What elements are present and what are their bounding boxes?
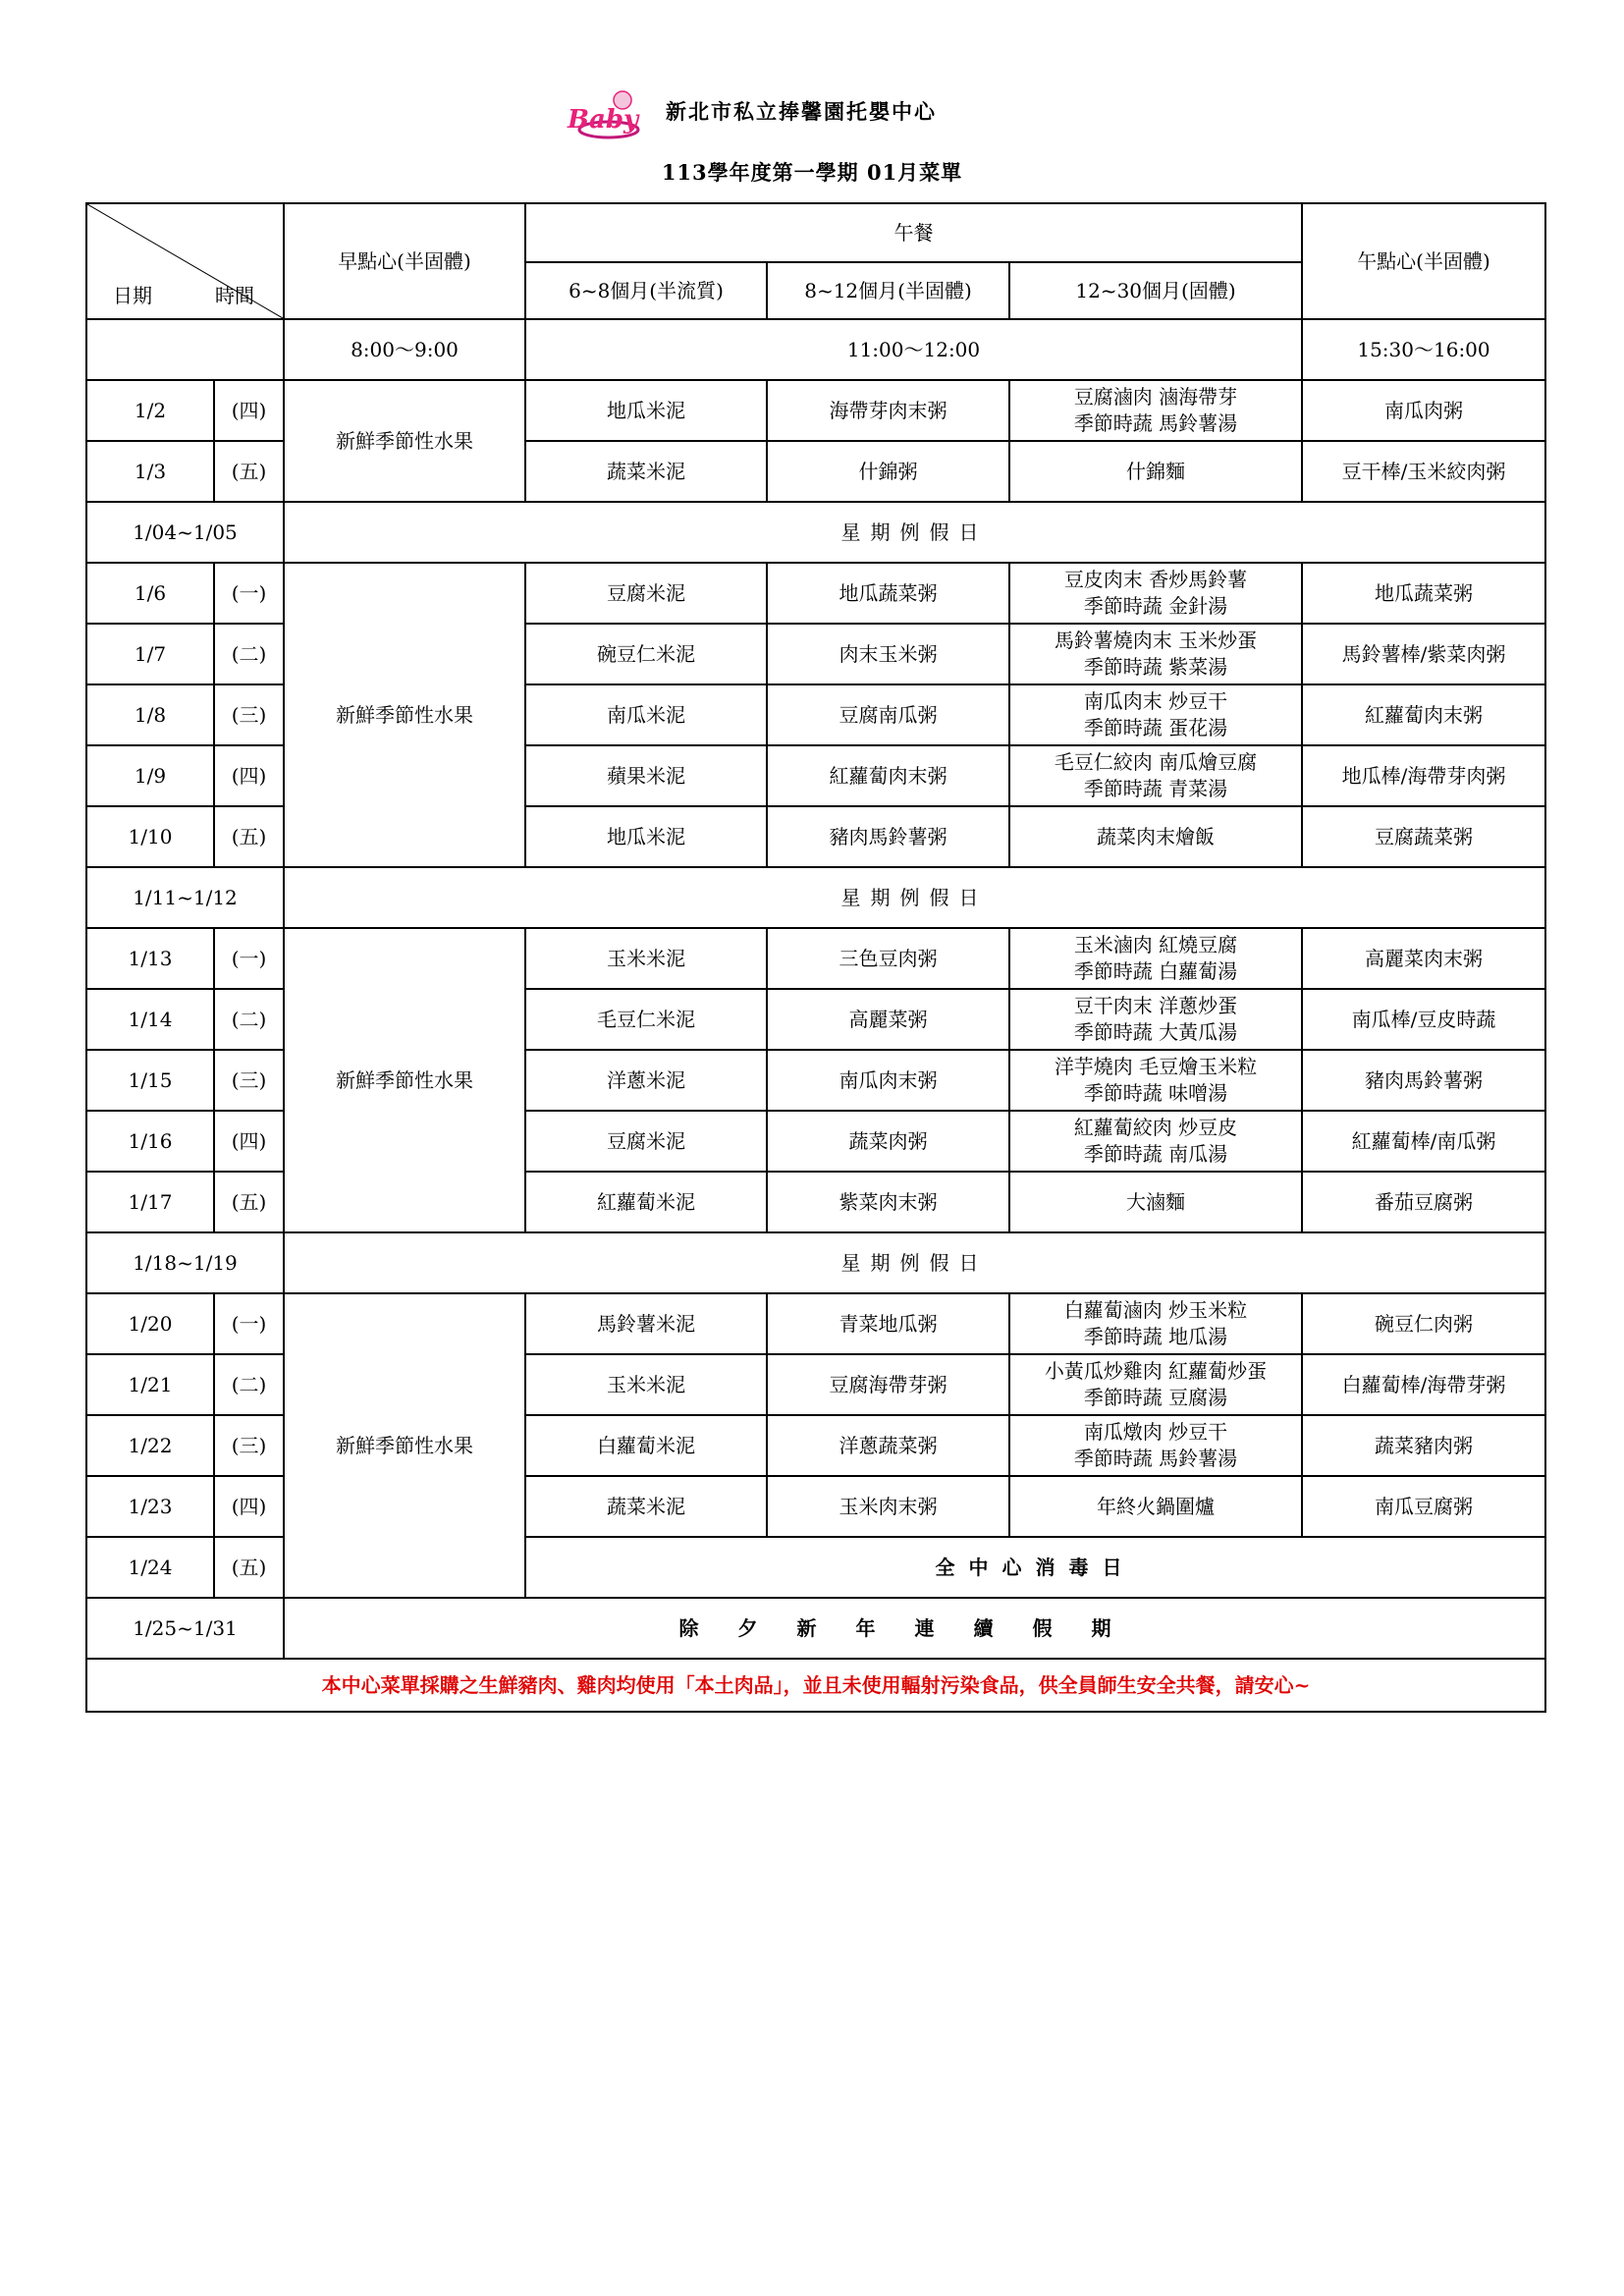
date-cell: 1/14 — [86, 989, 214, 1050]
afternoon-cell: 番茄豆腐粥 — [1302, 1172, 1545, 1232]
lunch-6-8-cell: 玉米米泥 — [525, 928, 767, 989]
weekday-cell: (一) — [214, 563, 284, 624]
table-row — [86, 928, 1545, 989]
lunch-8-12-cell: 海帶芽肉末粥 — [767, 380, 1009, 441]
weekday-cell: (三) — [214, 1415, 284, 1476]
lunch-12-30-cell — [1009, 624, 1302, 684]
date-cell: 1/8 — [86, 684, 214, 745]
lunch-8-12-cell: 三色豆肉粥 — [767, 928, 1009, 989]
lunch-8-12-cell: 肉末玉米粥 — [767, 624, 1009, 684]
weekday-cell: (四) — [214, 1476, 284, 1537]
lunch-6-8-cell: 玉米米泥 — [525, 1354, 767, 1415]
lunch-12-30-cell — [1009, 563, 1302, 624]
lunch-6-8-cell: 地瓜米泥 — [525, 806, 767, 867]
afternoon-cell: 白蘿蔔棒/海帶芽粥 — [1302, 1354, 1545, 1415]
page-header — [0, 86, 1624, 145]
date-cell: 1/2 — [86, 380, 214, 441]
dish-line: 南瓜燉肉 炒豆干 — [1083, 1420, 1228, 1444]
lunch-8-12-header: 8~12個月(半固體) — [767, 262, 1009, 319]
afternoon-cell: 碗豆仁肉粥 — [1302, 1293, 1545, 1354]
weekday-cell: (四) — [214, 1111, 284, 1172]
table-row — [86, 1293, 1545, 1354]
disinfect-cell: 全中心消毒日 — [525, 1537, 1545, 1598]
weekday-cell: (三) — [214, 1050, 284, 1111]
lunch-time: 11:00～12:00 — [525, 319, 1302, 380]
dish-line: 南瓜肉末 炒豆干 — [1083, 689, 1228, 713]
date-cell: 1/10 — [86, 806, 214, 867]
lunch-6-8-cell: 毛豆仁米泥 — [525, 989, 767, 1050]
lunch-8-12-cell: 南瓜肉末粥 — [767, 1050, 1009, 1111]
dish-line: 馬鈴薯燒肉末 玉米炒蛋 — [1054, 629, 1258, 652]
time-header-label: 時間 — [215, 284, 254, 307]
table-row — [86, 502, 1545, 563]
afternoon-cell: 馬鈴薯棒/紫菜肉粥 — [1302, 624, 1545, 684]
weekday-cell: (一) — [214, 928, 284, 989]
lunch-6-8-cell: 白蘿蔔米泥 — [525, 1415, 767, 1476]
dish-line: 毛豆仁絞肉 南瓜燴豆腐 — [1054, 750, 1258, 774]
table-row — [86, 563, 1545, 624]
date-cell: 1/6 — [86, 563, 214, 624]
date-header-label: 日期 — [113, 284, 152, 307]
weekday-cell: (一) — [214, 1293, 284, 1354]
date-cell: 1/21 — [86, 1354, 214, 1415]
dish-line: 季節時蔬 馬鈴薯湯 — [1073, 1447, 1238, 1470]
lunch-8-12-cell: 玉米肉末粥 — [767, 1476, 1009, 1537]
afternoon-cell: 南瓜豆腐粥 — [1302, 1476, 1545, 1537]
dish-line: 季節時蔬 馬鈴薯湯 — [1073, 411, 1238, 435]
weekday-cell: (五) — [214, 441, 284, 502]
afternoon-time: 15:30～16:00 — [1302, 319, 1545, 380]
date-cell: 1/24 — [86, 1537, 214, 1598]
weekday-cell: (五) — [214, 1172, 284, 1232]
weekday-cell: (二) — [214, 989, 284, 1050]
table-row — [86, 1598, 1545, 1659]
date-cell: 1/22 — [86, 1415, 214, 1476]
lunch-6-8-cell: 蔬菜米泥 — [525, 441, 767, 502]
lunch-header: 午餐 — [525, 203, 1302, 262]
lunch-6-8-cell: 地瓜米泥 — [525, 380, 767, 441]
lunch-12-30-cell — [1009, 745, 1302, 806]
lunch-12-30-cell — [1009, 1293, 1302, 1354]
time-row-blank — [86, 319, 284, 380]
date-cell: 1/9 — [86, 745, 214, 806]
weekday-cell: (三) — [214, 684, 284, 745]
date-cell: 1/20 — [86, 1293, 214, 1354]
logo-text: Baby — [568, 105, 639, 135]
breakfast-cell: 新鮮季節性水果 — [284, 928, 525, 1232]
date-cell: 1/11~1/12 — [86, 867, 284, 928]
menu-title: 113學年度第一學期 01月菜單 — [661, 160, 963, 185]
baby-logo — [558, 86, 652, 143]
lunch-8-12-cell: 青菜地瓜粥 — [767, 1293, 1009, 1354]
weekday-cell: (二) — [214, 624, 284, 684]
lunch-12-30-cell: 什錦麵 — [1009, 441, 1302, 502]
lunch-8-12-cell: 蔬菜肉粥 — [767, 1111, 1009, 1172]
date-cell: 1/04~1/05 — [86, 502, 284, 563]
afternoon-cell: 地瓜棒/海帶芽肉粥 — [1302, 745, 1545, 806]
date-cell: 1/15 — [86, 1050, 214, 1111]
footer-note-row — [86, 1659, 1545, 1712]
breakfast-time: 8:00～9:00 — [284, 319, 525, 380]
afternoon-cell: 豆干棒/玉米絞肉粥 — [1302, 441, 1545, 502]
holiday-cell: 星期例假日 — [284, 867, 1545, 928]
date-time-header — [86, 203, 284, 319]
dish-line: 季節時蔬 大黃瓜湯 — [1073, 1020, 1238, 1044]
dish-line: 季節時蔬 紫菜湯 — [1083, 655, 1228, 679]
dish-line: 豆腐滷肉 滷海帶芽 — [1073, 385, 1238, 409]
lunch-12-30-cell — [1009, 380, 1302, 441]
dish-line: 季節時蔬 味噌湯 — [1083, 1081, 1228, 1105]
holiday-cell: 星期例假日 — [284, 502, 1545, 563]
date-cell: 1/13 — [86, 928, 214, 989]
date-cell: 1/17 — [86, 1172, 214, 1232]
weekday-cell: (四) — [214, 745, 284, 806]
afternoon-cell: 豬肉馬鈴薯粥 — [1302, 1050, 1545, 1111]
dish-line: 季節時蔬 蛋花湯 — [1083, 716, 1228, 739]
lunch-6-8-cell: 蔬菜米泥 — [525, 1476, 767, 1537]
dish-line: 白蘿蔔滷肉 炒玉米粒 — [1063, 1298, 1248, 1322]
breakfast-header: 早點心(半固體) — [284, 203, 525, 319]
breakfast-cell: 新鮮季節性水果 — [284, 380, 525, 502]
lunch-6-8-cell: 洋蔥米泥 — [525, 1050, 767, 1111]
weekday-cell: (五) — [214, 1537, 284, 1598]
dish-line: 豆皮肉末 香炒馬鈴薯 — [1063, 568, 1248, 591]
weekday-cell: (二) — [214, 1354, 284, 1415]
school-name: 新北市私立捧馨園托嬰中心 — [666, 99, 937, 124]
afternoon-header: 午點心(半固體) — [1302, 203, 1545, 319]
dish-line: 洋芋燒肉 毛豆燴玉米粒 — [1054, 1055, 1258, 1078]
lunch-8-12-cell: 豆腐海帶芽粥 — [767, 1354, 1009, 1415]
afternoon-cell: 蔬菜豬肉粥 — [1302, 1415, 1545, 1476]
footer-note: 本中心菜單採購之生鮮豬肉、雞肉均使用「本土肉品」，並且未使用輻射污染食品，供全員師生安全共餐，請安心~ — [86, 1659, 1545, 1712]
dish-line: 紅蘿蔔絞肉 炒豆皮 — [1073, 1116, 1238, 1139]
lunch-8-12-cell: 什錦粥 — [767, 441, 1009, 502]
dish-line: 玉米滷肉 紅燒豆腐 — [1073, 933, 1238, 957]
dish-line: 季節時蔬 青菜湯 — [1083, 777, 1228, 800]
breakfast-cell: 新鮮季節性水果 — [284, 1293, 525, 1598]
lunch-12-30-cell — [1009, 1111, 1302, 1172]
lunch-8-12-cell: 紅蘿蔔肉末粥 — [767, 745, 1009, 806]
holiday-cell: 星期例假日 — [284, 1232, 1545, 1293]
lunch-12-30-cell: 蔬菜肉末燴飯 — [1009, 806, 1302, 867]
lunch-8-12-cell: 高麗菜粥 — [767, 989, 1009, 1050]
lunch-12-30-cell — [1009, 989, 1302, 1050]
afternoon-cell: 紅蘿蔔棒/南瓜粥 — [1302, 1111, 1545, 1172]
table-row — [86, 867, 1545, 928]
lunch-12-30-cell — [1009, 1050, 1302, 1111]
table-row — [86, 1232, 1545, 1293]
dish-line: 季節時蔬 地瓜湯 — [1083, 1325, 1228, 1348]
date-cell: 1/23 — [86, 1476, 214, 1537]
date-cell: 1/16 — [86, 1111, 214, 1172]
weekday-cell: (四) — [214, 380, 284, 441]
date-cell: 1/7 — [86, 624, 214, 684]
lunch-6-8-cell: 南瓜米泥 — [525, 684, 767, 745]
lunch-6-8-cell: 豆腐米泥 — [525, 1111, 767, 1172]
afternoon-cell: 豆腐蔬菜粥 — [1302, 806, 1545, 867]
lunch-6-8-cell: 馬鈴薯米泥 — [525, 1293, 767, 1354]
dish-line: 小黃瓜炒雞肉 紅蘿蔔炒蛋 — [1044, 1359, 1268, 1383]
lunch-12-30-cell — [1009, 684, 1302, 745]
lunch-6-8-cell: 豆腐米泥 — [525, 563, 767, 624]
afternoon-cell: 高麗菜肉末粥 — [1302, 928, 1545, 989]
lunch-6-8-cell: 蘋果米泥 — [525, 745, 767, 806]
lunch-6-8-cell: 碗豆仁米泥 — [525, 624, 767, 684]
dish-line: 季節時蔬 白蘿蔔湯 — [1073, 959, 1238, 983]
lunch-6-8-cell: 紅蘿蔔米泥 — [525, 1172, 767, 1232]
breakfast-cell: 新鮮季節性水果 — [284, 563, 525, 867]
afternoon-cell: 地瓜蔬菜粥 — [1302, 563, 1545, 624]
lunch-12-30-cell: 大滷麵 — [1009, 1172, 1302, 1232]
dish-line: 季節時蔬 金針湯 — [1083, 594, 1228, 618]
lunch-12-30-cell: 年終火鍋圍爐 — [1009, 1476, 1302, 1537]
lunch-12-30-cell — [1009, 1415, 1302, 1476]
afternoon-cell: 南瓜肉粥 — [1302, 380, 1545, 441]
date-cell: 1/25~1/31 — [86, 1598, 284, 1659]
lunch-8-12-cell: 洋蔥蔬菜粥 — [767, 1415, 1009, 1476]
lunch-8-12-cell: 紫菜肉末粥 — [767, 1172, 1009, 1232]
dish-line: 季節時蔬 豆腐湯 — [1083, 1386, 1228, 1409]
lunch-8-12-cell: 豆腐南瓜粥 — [767, 684, 1009, 745]
lunch-8-12-cell: 地瓜蔬菜粥 — [767, 563, 1009, 624]
dish-line: 豆干肉末 洋蔥炒蛋 — [1073, 994, 1238, 1017]
dish-line: 季節時蔬 南瓜湯 — [1083, 1142, 1228, 1166]
lunch-6-8-header: 6~8個月(半流質) — [525, 262, 767, 319]
afternoon-cell: 紅蘿蔔肉末粥 — [1302, 684, 1545, 745]
new-year-holiday-cell: 除夕新年連續假期 — [284, 1598, 1545, 1659]
table-row — [86, 380, 1545, 441]
lunch-12-30-header: 12~30個月(固體) — [1009, 262, 1302, 319]
weekday-cell: (五) — [214, 806, 284, 867]
lunch-8-12-cell: 豬肉馬鈴薯粥 — [767, 806, 1009, 867]
date-cell: 1/18~1/19 — [86, 1232, 284, 1293]
lunch-12-30-cell — [1009, 928, 1302, 989]
lunch-12-30-cell — [1009, 1354, 1302, 1415]
menu-table — [85, 202, 1546, 1713]
afternoon-cell: 南瓜棒/豆皮時蔬 — [1302, 989, 1545, 1050]
date-cell: 1/3 — [86, 441, 214, 502]
